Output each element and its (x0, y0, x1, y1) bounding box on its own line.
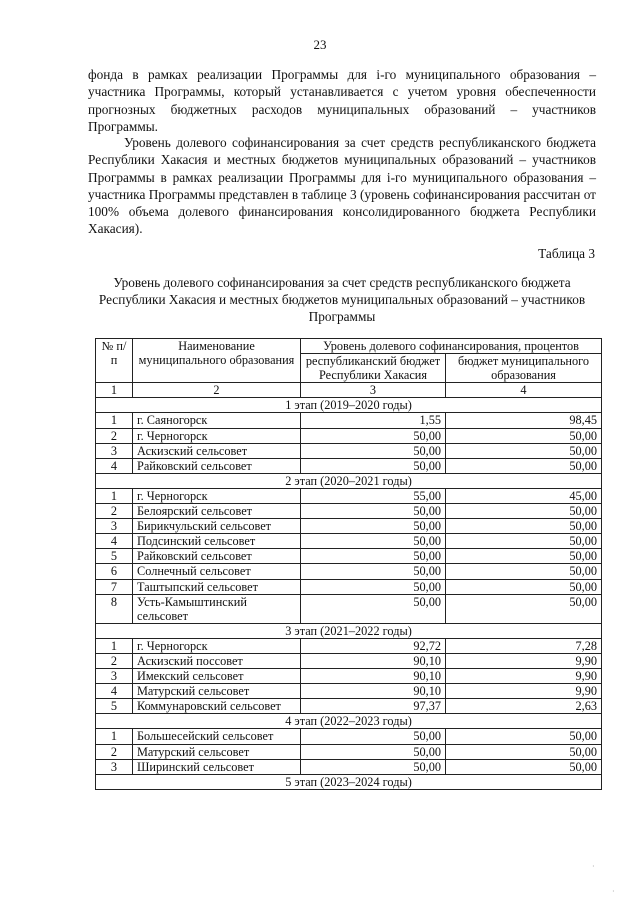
municipal-budget-share: 50,00 (446, 549, 602, 564)
table-row (96, 488, 602, 503)
republic-budget-share: 50,00 (301, 579, 446, 594)
municipal-budget-share: 45,00 (446, 488, 602, 503)
table-row (96, 564, 602, 579)
municipality-name: г. Черногорск (133, 488, 301, 503)
cofinancing-table (95, 338, 602, 790)
header-municipal: бюджет муниципального образования (446, 354, 602, 383)
stage-row (96, 714, 602, 729)
table-row (96, 579, 602, 594)
row-number: 2 (96, 428, 133, 443)
municipality-name: Райковский сельсовет (133, 549, 301, 564)
column-number: 2 (133, 383, 301, 398)
municipality-name: Бирикчульский сельсовет (133, 519, 301, 534)
table-row (96, 428, 602, 443)
republic-budget-share: 50,00 (301, 594, 446, 623)
stage-row (96, 473, 602, 488)
municipal-budget-share: 50,00 (446, 759, 602, 774)
municipal-budget-share: 98,45 (446, 413, 602, 428)
republic-budget-share: 50,00 (301, 564, 446, 579)
table-row (96, 413, 602, 428)
municipal-budget-share: 50,00 (446, 534, 602, 549)
table-row (96, 458, 602, 473)
table-row (96, 534, 602, 549)
table-row (96, 729, 602, 744)
republic-budget-share: 50,00 (301, 504, 446, 519)
header-republic: республиканский бюджет Республики Хакасия (301, 354, 446, 383)
row-number: 8 (96, 594, 133, 623)
republic-budget-share: 50,00 (301, 549, 446, 564)
page-number: 23 (313, 37, 327, 52)
row-number: 5 (96, 549, 133, 564)
row-number: 1 (96, 638, 133, 653)
table-row (96, 519, 602, 534)
republic-budget-share: 90,10 (301, 653, 446, 668)
column-number: 3 (301, 383, 446, 398)
republic-budget-share: 50,00 (301, 729, 446, 744)
table-row (96, 549, 602, 564)
republic-budget-share: 50,00 (301, 759, 446, 774)
municipality-name: Матурский сельсовет (133, 684, 301, 699)
republic-budget-share: 50,00 (301, 534, 446, 549)
table-caption: Уровень долевого софинансирования за счет средств республиканского бюджета Республики Хакасия и местных бюджетов муниципальных образований – участников Программы (98, 275, 586, 324)
municipal-budget-share: 9,90 (446, 669, 602, 684)
scan-speck: · (612, 887, 615, 896)
table-row (96, 669, 602, 684)
municipality-name: Подсинский сельсовет (133, 534, 301, 549)
municipal-budget-share: 50,00 (446, 443, 602, 458)
table-row (96, 638, 602, 653)
municipality-name: г. Черногорск (133, 428, 301, 443)
table-row (96, 744, 602, 759)
paragraph-1: фонда в рамках реализации Программы для i-го муниципального образования – участника Программы, который устанавливается с учетом уровня обеспеченности прогнозных бюджетных расходов муниципальных образований – участников Программы. (88, 67, 596, 134)
municipal-budget-share: 9,90 (446, 684, 602, 699)
municipal-budget-share: 50,00 (446, 744, 602, 759)
municipality-name: Аскизский поссовет (133, 653, 301, 668)
table-row (96, 443, 602, 458)
municipal-budget-share: 50,00 (446, 594, 602, 623)
republic-budget-share: 90,10 (301, 669, 446, 684)
municipal-budget-share: 50,00 (446, 579, 602, 594)
stage-row (96, 398, 602, 413)
municipal-budget-share: 50,00 (446, 729, 602, 744)
republic-budget-share: 90,10 (301, 684, 446, 699)
republic-budget-share: 97,37 (301, 699, 446, 714)
row-number: 3 (96, 519, 133, 534)
municipality-name: Коммунаровский сельсовет (133, 699, 301, 714)
republic-budget-share: 55,00 (301, 488, 446, 503)
municipality-name: Солнечный сельсовет (133, 564, 301, 579)
municipality-name: Матурский сельсовет (133, 744, 301, 759)
municipality-name: Имекский сельсовет (133, 669, 301, 684)
row-number: 1 (96, 729, 133, 744)
stage-title: 3 этап (2021–2022 годы) (96, 623, 602, 638)
stage-row (96, 774, 602, 789)
table-body (96, 398, 602, 789)
row-number: 3 (96, 669, 133, 684)
table-row (96, 504, 602, 519)
republic-budget-share: 50,00 (301, 428, 446, 443)
municipal-budget-share: 2,63 (446, 699, 602, 714)
municipality-name: Райковский сельсовет (133, 458, 301, 473)
row-number: 4 (96, 684, 133, 699)
municipal-budget-share: 50,00 (446, 504, 602, 519)
row-number: 3 (96, 443, 133, 458)
paragraph-2: Уровень долевого софинансирования за счет средств республиканского бюджета Республики Хакасия и местных бюджетов муниципальных образований – участников Программы в рамках реализации Программы для i-го муниципального образования – участника Программы представлен в таблице 3 (уровень софинансирования рассчитан от 100% объема долевого финансирования консолидированного бюджета Республики Хакасия). (88, 135, 596, 237)
table-row (96, 653, 602, 668)
row-number: 5 (96, 699, 133, 714)
stage-row (96, 623, 602, 638)
table-row (96, 759, 602, 774)
header-level: Уровень долевого софинансирования, процентов (301, 339, 602, 354)
row-number: 3 (96, 759, 133, 774)
row-number: 6 (96, 564, 133, 579)
municipal-budget-share: 50,00 (446, 458, 602, 473)
row-number: 2 (96, 504, 133, 519)
municipality-name: г. Саяногорск (133, 413, 301, 428)
column-number: 4 (446, 383, 602, 398)
table-label: Таблица 3 (538, 246, 595, 261)
row-number: 4 (96, 534, 133, 549)
stage-title: 1 этап (2019–2020 годы) (96, 398, 602, 413)
municipality-name: Аскизский сельсовет (133, 443, 301, 458)
municipality-name: Ширинский сельсовет (133, 759, 301, 774)
scan-speck: · (592, 862, 595, 871)
row-number: 2 (96, 744, 133, 759)
municipal-budget-share: 50,00 (446, 428, 602, 443)
table-row (96, 684, 602, 699)
republic-budget-share: 92,72 (301, 638, 446, 653)
row-number: 7 (96, 579, 133, 594)
stage-title: 4 этап (2022–2023 годы) (96, 714, 602, 729)
municipal-budget-share: 50,00 (446, 564, 602, 579)
republic-budget-share: 50,00 (301, 519, 446, 534)
header-name: Наименование муниципального образования (133, 339, 301, 383)
municipality-name: г. Черногорск (133, 638, 301, 653)
table-row (96, 594, 602, 623)
header-num: № п/п (96, 339, 133, 383)
municipal-budget-share: 7,28 (446, 638, 602, 653)
republic-budget-share: 50,00 (301, 458, 446, 473)
column-number: 1 (96, 383, 133, 398)
stage-title: 2 этап (2020–2021 годы) (96, 473, 602, 488)
stage-title: 5 этап (2023–2024 годы) (96, 774, 602, 789)
municipality-name: Усть-Камыштинский сельсовет (133, 594, 301, 623)
republic-budget-share: 1,55 (301, 413, 446, 428)
row-number: 1 (96, 488, 133, 503)
table-row (96, 699, 602, 714)
municipal-budget-share: 9,90 (446, 653, 602, 668)
municipality-name: Таштыпский сельсовет (133, 579, 301, 594)
row-number: 2 (96, 653, 133, 668)
row-number: 1 (96, 413, 133, 428)
republic-budget-share: 50,00 (301, 443, 446, 458)
municipality-name: Белоярский сельсовет (133, 504, 301, 519)
municipality-name: Большесейский сельсовет (133, 729, 301, 744)
republic-budget-share: 50,00 (301, 744, 446, 759)
municipal-budget-share: 50,00 (446, 519, 602, 534)
row-number: 4 (96, 458, 133, 473)
